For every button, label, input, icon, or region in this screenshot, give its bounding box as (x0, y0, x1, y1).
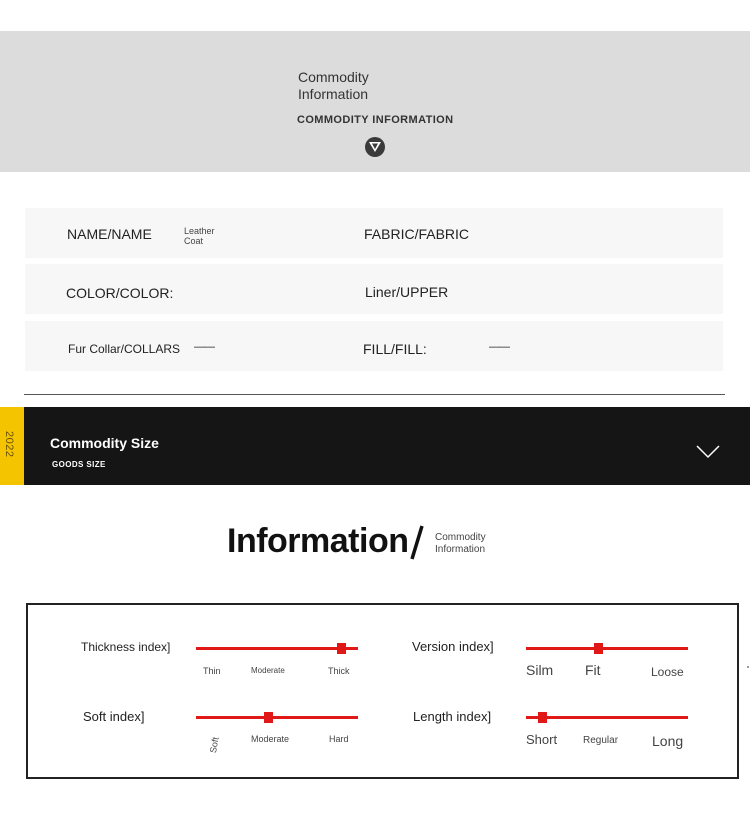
information-title: Information (227, 522, 409, 560)
index-panel (26, 603, 739, 779)
fabric-label: FABRIC/FABRIC (364, 226, 470, 242)
name-label: NAME/NAME (67, 226, 152, 242)
chevron-down-icon[interactable] (696, 445, 720, 459)
thickness-tick-moderate: Moderate (251, 666, 285, 675)
name-value: Leather Coat (184, 226, 215, 246)
soft-index-label: Soft index] (83, 709, 145, 724)
info-row-name (25, 208, 723, 258)
version-slider-marker (594, 643, 603, 654)
soft-tick-hard: Hard (329, 734, 349, 744)
fill-value: —— (489, 341, 509, 353)
size-subtitle: GOODS SIZE (52, 460, 106, 469)
soft-slider-track (196, 716, 358, 719)
version-tick-loose: Loose (651, 665, 684, 679)
info-row-color (25, 264, 723, 314)
header-subtitle: COMMODITY INFORMATION (297, 114, 454, 126)
soft-tick-soft: Soft (208, 736, 221, 754)
fur-collar-label: Fur Collar/COLLARS (68, 342, 181, 356)
commodity-information-header (0, 31, 750, 172)
header-title: Commodity Information (298, 69, 369, 102)
soft-tick-moderate: Moderate (251, 734, 290, 744)
year-text: 2022 (3, 431, 15, 458)
length-slider-marker (538, 712, 547, 723)
length-index-label: Length index] (413, 709, 492, 724)
thickness-index-label: Thickness index] (81, 640, 171, 654)
color-label: COLOR/COLOR: (66, 285, 174, 301)
chevron-down-icon (365, 137, 385, 157)
liner-label: Liner/UPPER (365, 284, 449, 300)
info-row-collar (25, 321, 723, 371)
thickness-tick-thin: Thin (203, 666, 221, 676)
thickness-slider-marker (337, 643, 346, 654)
version-tick-silm: Silm (526, 662, 554, 678)
length-slider-track (526, 716, 688, 719)
size-title: Commodity Size (50, 435, 159, 451)
thickness-tick-thick: Thick (328, 666, 350, 676)
version-tick-fit: Fit (585, 662, 601, 678)
length-tick-long: Long (652, 733, 684, 749)
rows-divider (24, 394, 725, 395)
commodity-size-header[interactable] (0, 407, 750, 485)
length-tick-short: Short (526, 732, 558, 747)
length-tick-regular: Regular (583, 735, 619, 746)
information-subtitle: Commodity Information (435, 532, 486, 555)
version-slider-track (526, 647, 688, 650)
year-tab (0, 407, 24, 485)
decorative-dot (747, 666, 749, 668)
soft-slider-marker (264, 712, 273, 723)
fur-collar-value: —— (194, 341, 214, 353)
thickness-slider-track (196, 647, 358, 650)
heading-separator (408, 522, 428, 562)
version-index-label: Version index] (412, 639, 494, 654)
fill-label: FILL/FILL: (363, 341, 427, 357)
